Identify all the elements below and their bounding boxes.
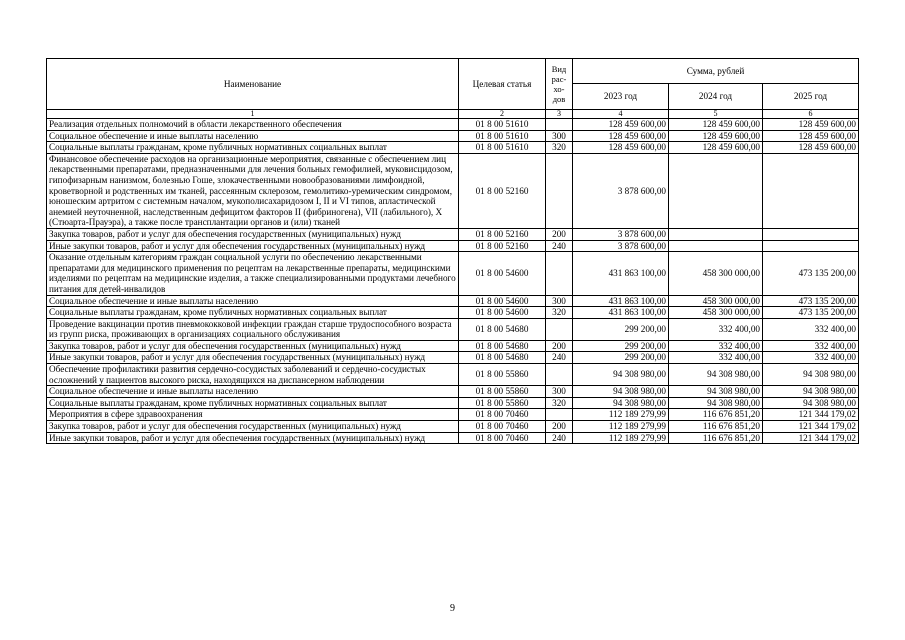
row-name: Закупка товаров, работ и услуг для обеспечения государственных (муниципальных) нужд	[47, 421, 459, 433]
row-expense-kind	[546, 409, 573, 421]
row-sum-2023: 112 189 279,99	[573, 421, 669, 433]
table-row	[47, 130, 859, 142]
row-sum-2024: 94 308 980,00	[669, 397, 763, 409]
budget-table	[46, 58, 859, 444]
row-name: Реализация отдельных полномочий в области лекарственного обеспечения	[47, 119, 459, 131]
table-row	[47, 153, 859, 228]
row-name: Закупка товаров, работ и услуг для обеспечения государственных (муниципальных) нужд	[47, 340, 459, 352]
row-sum-2024: 458 300 000,00	[669, 307, 763, 319]
table-row	[47, 340, 859, 352]
row-name: Финансовое обеспечение расходов на организационные мероприятия, связанные с обеспечением лиц лекарственными препаратами, предназначенными для лечения больных гемофилией, муковисцидозом, гипофизарным нанизмом, болезнью Гоше, злокачественными новообразованиями лимфоидной, кроветворной и родственных им тканей, рассеянным склерозом, гемолитико-уремическим синдромом, юношеским артритом с системным началом, мукополисахаридозом I, II и VI типов, апластической анемией неуточненной, наследственным дефицитом факторов II (фибриногена), VII (лабильного), X (Стюарта-Прауэра), а также после трансплантации органов и (или) тканей	[47, 153, 459, 228]
row-sum-2023: 94 308 980,00	[573, 386, 669, 398]
row-name: Социальное обеспечение и иные выплаты населению	[47, 295, 459, 307]
row-target-code: 01 8 00 54600	[459, 295, 546, 307]
row-sum-2023: 3 878 600,00	[573, 240, 669, 252]
row-sum-2023: 128 459 600,00	[573, 119, 669, 131]
row-expense-kind: 240	[546, 432, 573, 444]
header-year-2024: 2024 год	[669, 84, 763, 110]
row-sum-2025: 128 459 600,00	[763, 119, 859, 131]
row-sum-2023: 128 459 600,00	[573, 142, 669, 154]
row-sum-2025: 94 308 980,00	[763, 386, 859, 398]
row-sum-2025: 94 308 980,00	[763, 364, 859, 386]
row-target-code: 01 8 00 52160	[459, 153, 546, 228]
row-expense-kind: 300	[546, 130, 573, 142]
header-kind: Вид рас- хо- дов	[546, 59, 573, 110]
table-body	[47, 119, 859, 444]
row-sum-2023: 3 878 600,00	[573, 153, 669, 228]
row-sum-2025: 473 135 200,00	[763, 295, 859, 307]
column-number-row	[47, 110, 859, 119]
row-name: Социальные выплаты гражданам, кроме публичных нормативных социальных выплат	[47, 307, 459, 319]
row-sum-2023: 431 863 100,00	[573, 307, 669, 319]
row-target-code: 01 8 00 51610	[459, 119, 546, 131]
row-expense-kind: 320	[546, 142, 573, 154]
row-target-code: 01 8 00 70460	[459, 409, 546, 421]
row-sum-2024: 128 459 600,00	[669, 119, 763, 131]
table-row	[47, 228, 859, 240]
row-sum-2024: 116 676 851,20	[669, 421, 763, 433]
row-name: Мероприятия в сфере здравоохранения	[47, 409, 459, 421]
table-row	[47, 397, 859, 409]
row-sum-2025: 332 400,00	[763, 318, 859, 340]
row-expense-kind: 200	[546, 421, 573, 433]
row-sum-2024: 458 300 000,00	[669, 295, 763, 307]
row-expense-kind	[546, 119, 573, 131]
row-sum-2025: 121 344 179,02	[763, 409, 859, 421]
row-expense-kind: 200	[546, 228, 573, 240]
row-sum-2023: 431 863 100,00	[573, 295, 669, 307]
column-number: 2	[459, 110, 546, 119]
row-expense-kind	[546, 153, 573, 228]
row-target-code: 01 8 00 54600	[459, 307, 546, 319]
row-target-code: 01 8 00 54680	[459, 318, 546, 340]
row-sum-2024	[669, 153, 763, 228]
row-target-code: 01 8 00 51610	[459, 142, 546, 154]
row-expense-kind: 320	[546, 307, 573, 319]
table-row	[47, 295, 859, 307]
row-expense-kind: 240	[546, 240, 573, 252]
row-name: Иные закупки товаров, работ и услуг для обеспечения государственных (муниципальных) нужд	[47, 352, 459, 364]
column-number: 5	[669, 110, 763, 119]
row-sum-2025: 121 344 179,02	[763, 432, 859, 444]
row-sum-2023: 112 189 279,99	[573, 409, 669, 421]
row-sum-2024: 116 676 851,20	[669, 409, 763, 421]
table-header	[47, 59, 859, 119]
row-sum-2023: 299 200,00	[573, 352, 669, 364]
row-sum-2025: 473 135 200,00	[763, 252, 859, 295]
table-row	[47, 352, 859, 364]
row-name: Социальное обеспечение и иные выплаты населению	[47, 130, 459, 142]
table-row	[47, 142, 859, 154]
row-target-code: 01 8 00 55860	[459, 386, 546, 398]
row-sum-2024: 94 308 980,00	[669, 364, 763, 386]
row-name: Обеспечение профилактики развития сердечно-сосудистых заболеваний и сердечно-сосудистых осложнений у пациентов высокого риска, находящихся на диспансерном наблюдении	[47, 364, 459, 386]
row-sum-2023: 299 200,00	[573, 340, 669, 352]
table-row	[47, 364, 859, 386]
row-expense-kind	[546, 252, 573, 295]
header-name: Наименование	[47, 59, 459, 110]
row-target-code: 01 8 00 52160	[459, 228, 546, 240]
row-name: Социальные выплаты гражданам, кроме публичных нормативных социальных выплат	[47, 397, 459, 409]
row-expense-kind	[546, 318, 573, 340]
row-target-code: 01 8 00 55860	[459, 364, 546, 386]
table-row	[47, 252, 859, 295]
row-sum-2024	[669, 228, 763, 240]
row-target-code: 01 8 00 54680	[459, 340, 546, 352]
table-row	[47, 240, 859, 252]
header-code: Целевая статья	[459, 59, 546, 110]
row-name: Иные закупки товаров, работ и услуг для обеспечения государственных (муниципальных) нужд	[47, 432, 459, 444]
page-number: 9	[450, 603, 455, 614]
row-expense-kind: 300	[546, 386, 573, 398]
row-sum-2024: 116 676 851,20	[669, 432, 763, 444]
table-row	[47, 432, 859, 444]
row-sum-2024: 94 308 980,00	[669, 386, 763, 398]
row-target-code: 01 8 00 70460	[459, 432, 546, 444]
row-expense-kind: 240	[546, 352, 573, 364]
table-row	[47, 386, 859, 398]
row-sum-2025: 332 400,00	[763, 340, 859, 352]
row-sum-2024	[669, 240, 763, 252]
row-sum-2023: 3 878 600,00	[573, 228, 669, 240]
row-sum-2025	[763, 240, 859, 252]
header-year-2023: 2023 год	[573, 84, 669, 110]
row-target-code: 01 8 00 52160	[459, 240, 546, 252]
table-row	[47, 318, 859, 340]
row-name: Социальное обеспечение и иные выплаты населению	[47, 386, 459, 398]
table-row	[47, 307, 859, 319]
row-sum-2024: 332 400,00	[669, 340, 763, 352]
row-target-code: 01 8 00 55860	[459, 397, 546, 409]
row-sum-2025: 332 400,00	[763, 352, 859, 364]
row-sum-2023: 94 308 980,00	[573, 397, 669, 409]
column-number: 1	[47, 110, 459, 119]
row-sum-2025: 128 459 600,00	[763, 142, 859, 154]
row-expense-kind	[546, 364, 573, 386]
table-row	[47, 409, 859, 421]
header-year-2025: 2025 год	[763, 84, 859, 110]
row-name: Иные закупки товаров, работ и услуг для обеспечения государственных (муниципальных) нужд	[47, 240, 459, 252]
row-expense-kind: 200	[546, 340, 573, 352]
row-sum-2025	[763, 153, 859, 228]
row-expense-kind: 300	[546, 295, 573, 307]
row-sum-2025: 128 459 600,00	[763, 130, 859, 142]
row-name: Оказание отдельным категориям граждан социальной услуги по обеспечению лекарственными препаратами для медицинского применения по рецептам на лекарственные препараты, медицинскими изделиями по рецептам на медицинские изделия, а также специализированными продуктами лечебного питания для детей-инвалидов	[47, 252, 459, 295]
table-row	[47, 421, 859, 433]
row-sum-2023: 112 189 279,99	[573, 432, 669, 444]
row-name: Проведение вакцинации против пневмококковой инфекции граждан старше трудоспособного возраста из групп риска, проживающих в организациях социального обслуживания	[47, 318, 459, 340]
row-sum-2023: 128 459 600,00	[573, 130, 669, 142]
row-name: Социальные выплаты гражданам, кроме публичных нормативных социальных выплат	[47, 142, 459, 154]
row-sum-2025: 473 135 200,00	[763, 307, 859, 319]
row-target-code: 01 8 00 70460	[459, 421, 546, 433]
row-sum-2025: 121 344 179,02	[763, 421, 859, 433]
row-name: Закупка товаров, работ и услуг для обеспечения государственных (муниципальных) нужд	[47, 228, 459, 240]
column-number: 3	[546, 110, 573, 119]
column-number: 6	[763, 110, 859, 119]
column-number: 4	[573, 110, 669, 119]
row-sum-2023: 431 863 100,00	[573, 252, 669, 295]
row-sum-2024: 332 400,00	[669, 352, 763, 364]
row-sum-2024: 128 459 600,00	[669, 142, 763, 154]
row-sum-2024: 332 400,00	[669, 318, 763, 340]
row-sum-2024: 128 459 600,00	[669, 130, 763, 142]
header-sum: Сумма, рублей	[573, 59, 859, 84]
row-target-code: 01 8 00 54600	[459, 252, 546, 295]
row-sum-2025	[763, 228, 859, 240]
row-sum-2023: 94 308 980,00	[573, 364, 669, 386]
row-target-code: 01 8 00 51610	[459, 130, 546, 142]
row-expense-kind: 320	[546, 397, 573, 409]
row-target-code: 01 8 00 54680	[459, 352, 546, 364]
row-sum-2025: 94 308 980,00	[763, 397, 859, 409]
table-row	[47, 119, 859, 131]
row-sum-2024: 458 300 000,00	[669, 252, 763, 295]
row-sum-2023: 299 200,00	[573, 318, 669, 340]
